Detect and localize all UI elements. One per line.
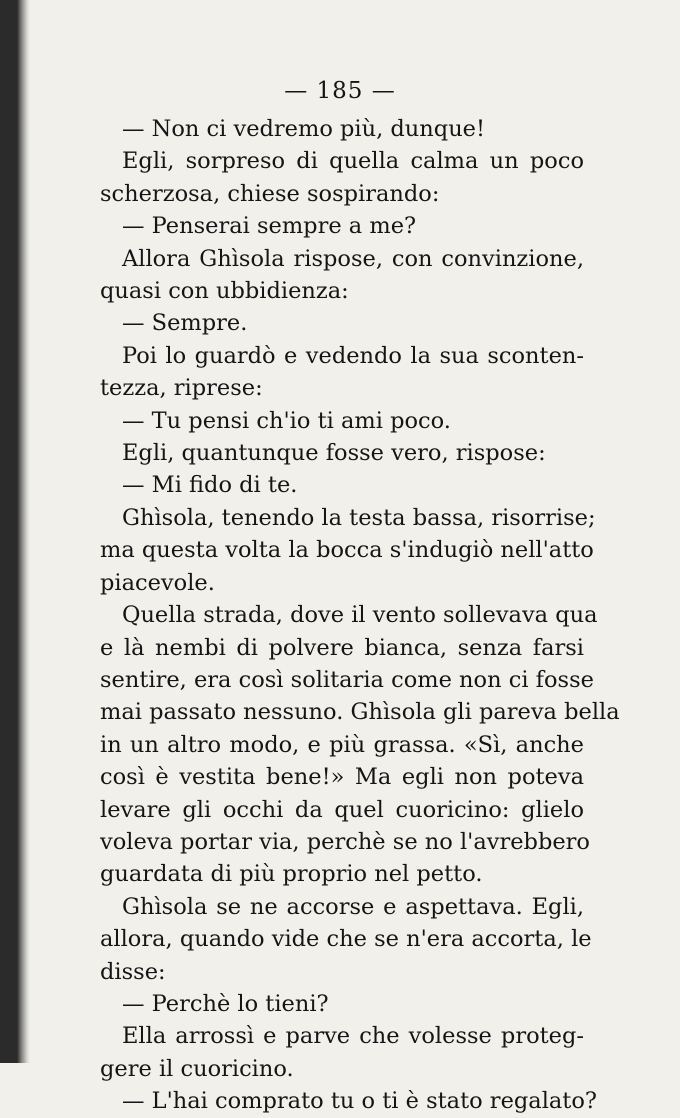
text-line: voleva portar via, perchè se no l'avrebbero [100, 828, 590, 855]
text-line: e là nembi di polvere bianca, senza farsi [100, 634, 584, 661]
text-line: allora, quando vide che se n'era accorta, le [100, 926, 592, 953]
text-line: Ghìsola, tenendo la testa bassa, risorrise; [122, 504, 596, 531]
text-line: gere il cuoricino. [100, 1055, 294, 1082]
text-line: — Mi fido di te. [122, 472, 298, 499]
text-line: mai passato nessuno. Ghìsola gli pareva bella [100, 699, 620, 726]
text-line: levare gli occhi da quel cuoricino: glielo [100, 796, 584, 823]
text-line: quasi con ubbidienza: [100, 278, 349, 305]
text-line: — L'hai comprato tu o ti è stato regalato? [122, 1088, 597, 1115]
text-line: Egli, sorpreso di quella calma un poco [122, 148, 584, 175]
text-line: ma questa volta la bocca s'indugiò nell'atto [100, 537, 594, 564]
text-line: Egli, quantunque fosse vero, rispose: [122, 440, 546, 467]
page-body-text [100, 113, 620, 1118]
page-number: — 185 — [284, 78, 396, 104]
text-line: Quella strada, dove il vento sollevava qua [122, 602, 598, 629]
text-line: — Perchè lo tieni? [122, 990, 329, 1017]
text-line: Ella arrossì e parve che volesse proteg- [122, 1023, 584, 1050]
book-spine-shadow [0, 0, 30, 1063]
text-line: tezza, riprese: [100, 375, 263, 402]
text-line: Allora Ghìsola rispose, con convinzione, [122, 245, 584, 272]
text-line: guardata di più proprio nel petto. [100, 861, 483, 888]
text-line: — Sempre. [122, 310, 248, 337]
text-line: scherzosa, chiese sospirando: [100, 180, 440, 207]
text-line: disse: [100, 958, 166, 985]
text-line: così è vestita bene!» Ma egli non poteva [100, 764, 584, 791]
text-line: Ghìsola se ne accorse e aspettava. Egli, [122, 893, 584, 920]
text-line: — Penserai sempre a me? [122, 213, 417, 240]
text-line: Poi lo guardò e vedendo la sua sconten- [122, 342, 584, 369]
text-line: — Tu pensi ch'io ti ami poco. [122, 407, 451, 434]
text-line: — Non ci vedremo più, dunque! [122, 116, 486, 142]
text-line: in un altro modo, e più grassa. «Sì, anche [100, 731, 584, 758]
text-line: piacevole. [100, 569, 215, 596]
text-line: sentire, era così solitaria come non ci fosse [100, 666, 594, 693]
